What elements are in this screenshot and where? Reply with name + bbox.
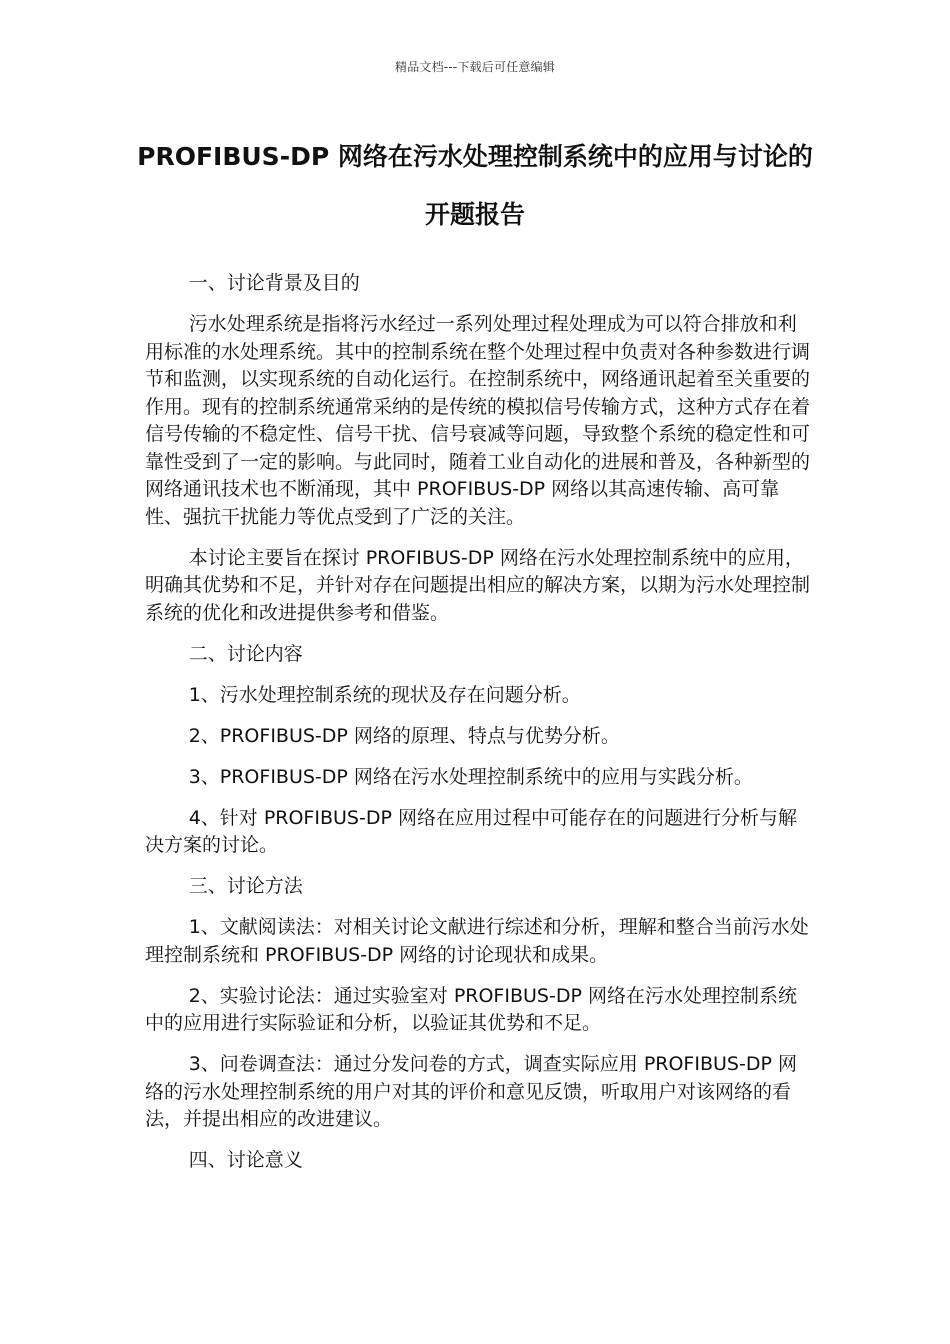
list-item: 1、文献阅读法：对相关讨论文献进行综述和分析，理解和整合当前污水处理控制系统和 PROFIBUS-DP 网络的讨论现状和成果。 <box>145 916 809 966</box>
paragraph-purpose: 本讨论主要旨在探讨 PROFIBUS-DP 网络在污水处理控制系统中的应用，明确其优势和不足，并针对存在问题提出相应的解决方案，以期为污水处理控制系统的优化和改进提供参考和借鉴。 <box>145 546 811 624</box>
list-item: 3、PROFIBUS-DP 网络在污水处理控制系统中的应用与实践分析。 <box>188 765 753 788</box>
document-title: PROFIBUS-DP 网络在污水处理控制系统中的应用与讨论的开题报告 <box>137 142 813 229</box>
paragraph-background: 污水处理系统是指将污水经过一系列处理过程处理成为可以符合排放和利用标准的水处理系统。其中的控制系统在整个处理过程中负责对各种参数进行调节和监测，以实现系统的自动化运行。在控制系统中，网络通讯起着至关重要的作用。现有的控制系统通常采纳的是传统的模拟信号传输方式，这种方式存在着信号传输的不稳定性、信号干扰、信号衰减等问题，导致整个系统的稳定性和可靠性受到了一定的影响。与此同时，随着工业自动化的进展和普及，各种新型的网络通讯技术也不断涌现，其中 PROFIBUS-DP 网络以其高速传输、高可靠性、强抗干扰能力等优点受到了广泛的关注。 <box>145 313 811 528</box>
page-header-note: 精品文档---下载后可任意编辑 <box>395 60 555 74</box>
section-heading-significance: 四、讨论意义 <box>188 1149 303 1171</box>
list-item: 3、问卷调查法：通过分发问卷的方式，调查实际应用 PROFIBUS-DP 网络的污水处理控制系统的用户对其的评价和意见反馈，听取用户对该网络的看法，并提出相应的改进建议。 <box>145 1053 797 1130</box>
section-heading-content: 二、讨论内容 <box>188 642 303 665</box>
section-heading-background: 一、讨论背景及目的 <box>188 272 360 294</box>
section-heading-methods: 三、讨论方法 <box>188 875 303 897</box>
list-item: 2、实验讨论法：通过实验室对 PROFIBUS-DP 网络在污水处理控制系统中的应用进行实际验证和分析，以验证其优势和不足。 <box>145 984 797 1034</box>
list-item: 2、PROFIBUS-DP 网络的原理、特点与优势分析。 <box>188 724 620 747</box>
list-item: 1、污水处理控制系统的现状及存在问题分析。 <box>188 683 581 706</box>
list-item: 4、针对 PROFIBUS-DP 网络在应用过程中可能存在的问题进行分析与解决方案的讨论。 <box>145 806 797 856</box>
document-body <box>145 270 810 1188</box>
